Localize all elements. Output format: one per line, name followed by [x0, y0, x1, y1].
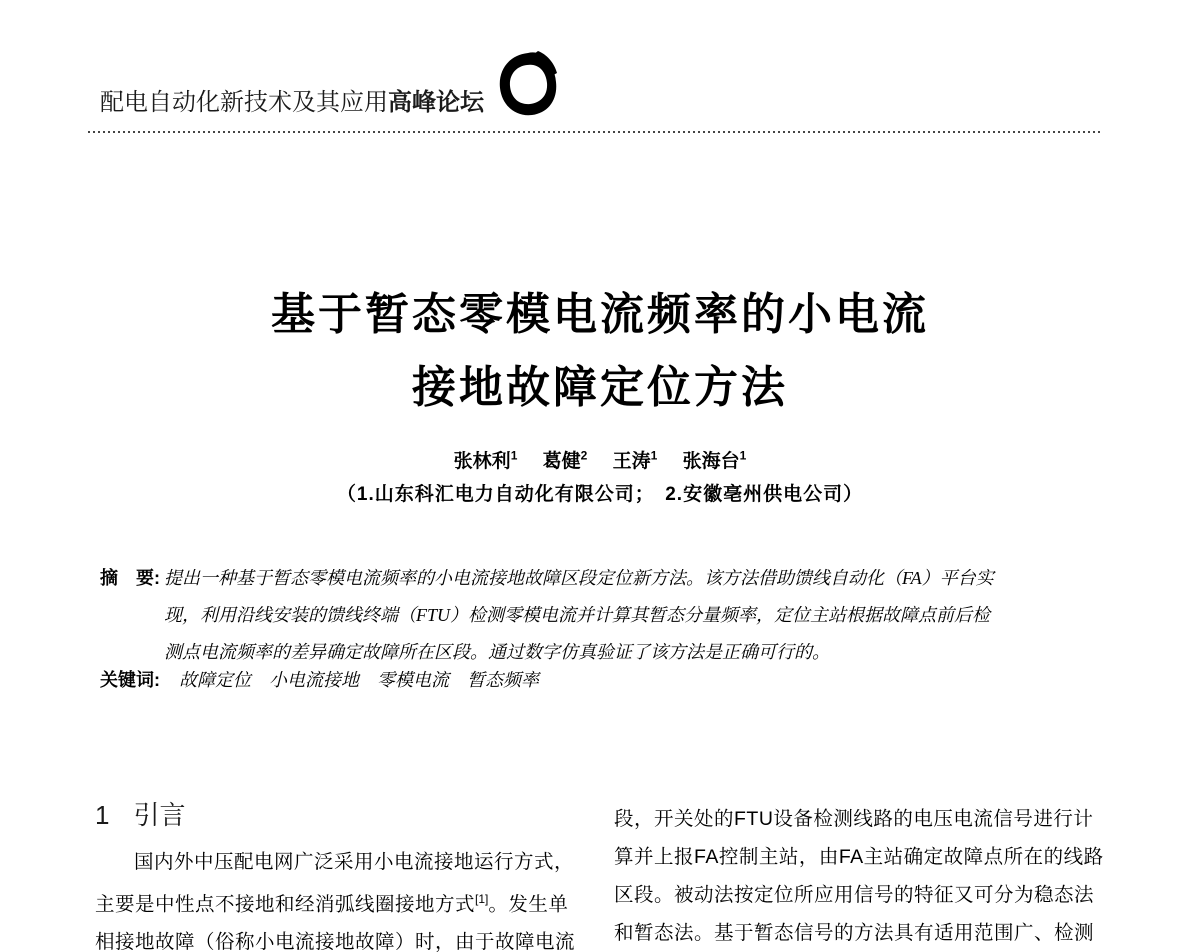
author-3 — [612, 448, 658, 472]
author-2-name: 葛健 — [542, 451, 581, 472]
abstract-line-1: 提出一种基于暂态零模电流频率的小电流接地故障区段定位新方法。该方法借助馈线自动化（FA）平台实 — [164, 568, 994, 588]
abstract-line-3: 测点电流频率的差异确定故障所在区段。通过数字仿真验证了该方法是正确可行的。 — [164, 642, 830, 662]
right-column-line-3: 区段。被动法按定位所应用信号的特征又可分为稳态法 — [614, 884, 1095, 906]
left-line-2-text: 主要是中性点不接地和经消弧线圈接地方式 — [95, 893, 476, 916]
section-1-title: 引言 — [133, 800, 186, 830]
article-title-line2: 接地故障定位方法 — [412, 363, 788, 412]
abstract-block — [100, 560, 1105, 671]
right-column — [614, 800, 1110, 952]
section-1-heading — [95, 798, 591, 832]
author-4-name: 张海台 — [682, 451, 740, 472]
left-column — [95, 798, 591, 952]
ink-brush-circle-icon — [494, 50, 562, 118]
forum-header-title — [100, 90, 484, 118]
left-line-2-tail: 。发生单 — [488, 893, 569, 916]
section-1-number: 1 — [95, 800, 110, 830]
author-4 — [682, 448, 747, 472]
left-column-line-2 — [95, 881, 591, 924]
keywords-label: 关键词: — [100, 670, 160, 690]
author-1-name: 张林利 — [453, 451, 511, 472]
keywords-text: 故障定位 小电流接地 零模电流 暂态频率 — [179, 670, 540, 690]
author-2 — [542, 448, 588, 472]
abstract-text — [164, 560, 994, 671]
abstract-line-2: 现，利用沿线安装的馈线终端（FTU）检测零模电流并计算其暂态分量频率，定位主站根据故障点前后检 — [164, 605, 991, 625]
keywords-line — [100, 666, 539, 692]
article-title — [0, 278, 1200, 424]
citation-ref-1: [1] — [475, 892, 489, 906]
article-title-line1: 基于暂态零模电流频率的小电流 — [271, 290, 929, 339]
right-column-line-2: 算并上报FA控制主站，由FA主站确定故障点所在的线路 — [614, 846, 1104, 868]
right-column-line-1: 段，开关处的FTU设备检测线路的电压电流信号进行计 — [614, 808, 1094, 830]
author-2-affil-mark: 2 — [580, 448, 588, 463]
right-column-line-4: 和暂态法。基于暂态信号的方法具有适用范围广、检测 — [614, 922, 1095, 944]
author-3-affil-mark: 1 — [650, 448, 658, 463]
forum-title-normal: 配电自动化新技术及其应用 — [100, 88, 388, 116]
dotted-divider — [88, 131, 1100, 133]
authors-line — [0, 446, 1200, 473]
author-1 — [453, 448, 518, 472]
forum-header — [100, 50, 562, 118]
author-1-affil-mark: 1 — [510, 448, 518, 463]
left-column-line-1: 国内外中压配电网广泛采用小电流接地运行方式， — [134, 851, 575, 873]
abstract-label: 摘 要: — [100, 568, 160, 588]
author-4-affil-mark: 1 — [739, 448, 747, 463]
forum-title-bold: 高峰论坛 — [388, 88, 484, 116]
affiliation-line: （1.山东科汇电力自动化有限公司； 2.安徽亳州供电公司） — [336, 484, 864, 505]
left-column-line-3: 相接地故障（俗称小电流接地故障）时，由于故障电流 — [95, 930, 576, 952]
author-3-name: 王涛 — [612, 451, 651, 472]
